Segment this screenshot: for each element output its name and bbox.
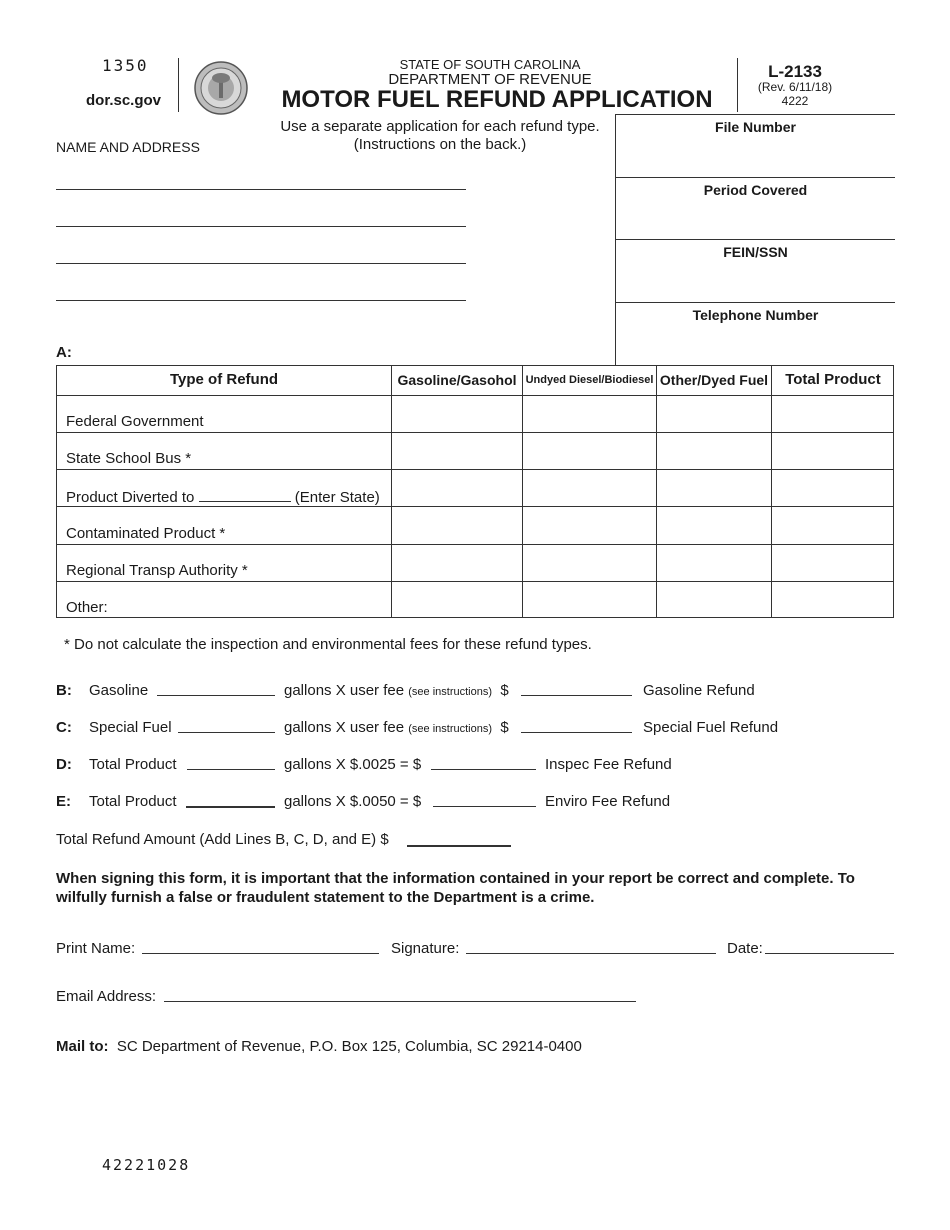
col-header-total: Total Product <box>785 371 881 388</box>
signature-label: Signature: <box>391 940 460 957</box>
total-refund-field[interactable] <box>407 845 511 847</box>
line-d-letter: D: <box>56 756 72 773</box>
col-header-undyed-diesel: Undyed Diesel/Biodiesel <box>525 374 654 386</box>
revision-date: (Rev. 6/11/18) <box>757 80 833 94</box>
row-federal-government: Federal Government <box>66 413 204 430</box>
legal-warning: When signing this form, it is important that the information contained in your report be correct and complete. To wilfully furnish a false or fraudulent statement to the Department is a crime. <box>56 870 855 906</box>
line-e-label: Total Product <box>89 793 177 810</box>
line-e-letter: E: <box>56 793 71 810</box>
line-c-result: Special Fuel Refund <box>643 719 779 736</box>
col-header-other-dyed: Other/Dyed Fuel <box>659 372 769 388</box>
row-state-school-bus: State School Bus * <box>66 450 192 467</box>
state-name: STATE OF SOUTH CAROLINA <box>399 57 581 72</box>
refund-table <box>56 365 894 618</box>
email-field[interactable] <box>164 1001 636 1002</box>
fein-ssn-label: FEIN/SSN <box>723 244 788 260</box>
mail-to-label: Mail to: <box>56 1038 109 1055</box>
fein-ssn-box[interactable] <box>616 239 895 302</box>
address-line-4[interactable] <box>56 300 466 301</box>
signature-field[interactable] <box>466 953 716 954</box>
address-line-3[interactable] <box>56 263 466 264</box>
email-label: Email Address: <box>56 988 157 1005</box>
state-seal-icon <box>193 60 249 116</box>
form-number: L-2133 <box>768 62 822 81</box>
row-regional-transp: Regional Transp Authority * <box>66 562 248 579</box>
line-c-label: Special Fuel <box>89 719 172 736</box>
product-diverted-label: Product Diverted to <box>66 489 195 506</box>
date-label: Date: <box>727 940 763 957</box>
file-number-box[interactable] <box>616 114 895 177</box>
telephone-box[interactable] <box>616 302 895 365</box>
line-b-label: Gasoline <box>89 682 149 699</box>
row-product-diverted <box>66 487 380 506</box>
department-name: DEPARTMENT OF REVENUE <box>388 71 592 88</box>
line-d-mid: gallons X $.0025 = $ <box>284 756 422 773</box>
footer-code: 42221028 <box>102 1156 191 1174</box>
gasoline-refund-field[interactable] <box>521 695 632 696</box>
col-header-gasoline: Gasoline/Gasohol <box>397 372 517 388</box>
line-e-result: Enviro Fee Refund <box>545 793 671 810</box>
header-divider-right <box>737 58 738 112</box>
file-number-label: File Number <box>715 119 796 135</box>
form-id-number: 4222 <box>781 94 809 108</box>
enviro-refund-field[interactable] <box>433 806 536 807</box>
date-field[interactable] <box>765 953 894 954</box>
print-name-label: Print Name: <box>56 940 136 957</box>
name-address-label: NAME AND ADDRESS <box>56 139 200 155</box>
enviro-gallons-field[interactable] <box>186 806 275 808</box>
print-name-field[interactable] <box>142 953 379 954</box>
instructions-line1: Use a separate application for each refund type. <box>280 118 600 135</box>
section-a-label: A: <box>56 344 72 361</box>
telephone-label: Telephone Number <box>692 307 819 323</box>
inspec-refund-field[interactable] <box>431 769 536 770</box>
line-b-mid: gallons X user fee (see instructions) $ <box>284 682 509 699</box>
row-contaminated-product: Contaminated Product * <box>66 525 226 542</box>
mail-address: SC Department of Revenue, P.O. Box 125, Columbia, SC 29214-0400 <box>116 1038 582 1055</box>
period-covered-box[interactable] <box>616 177 895 239</box>
page-title: MOTOR FUEL REFUND APPLICATION <box>281 86 713 113</box>
address-line-2[interactable] <box>56 226 466 227</box>
info-boxes <box>615 114 895 365</box>
line-b <box>56 682 72 699</box>
instructions-line2: (Instructions on the back.) <box>353 136 527 153</box>
col-header-type: Type of Refund <box>169 371 279 388</box>
period-covered-label: Period Covered <box>703 182 808 198</box>
row-other: Other: <box>66 599 108 616</box>
form-code: 1350 <box>102 56 149 75</box>
inspec-gallons-field[interactable] <box>187 769 275 770</box>
line-d-label: Total Product <box>89 756 177 773</box>
special-fuel-gallons-field[interactable] <box>178 732 275 733</box>
line-c-mid: gallons X user fee (see instructions) $ <box>284 719 509 736</box>
line-e-mid: gallons X $.0050 = $ <box>284 793 422 810</box>
total-refund-label: Total Refund Amount (Add Lines B, C, D, and E) $ <box>56 831 389 848</box>
mail-to <box>56 1038 582 1055</box>
fee-note: * Do not calculate the inspection and environmental fees for these refund types. <box>64 636 592 653</box>
line-b-result: Gasoline Refund <box>643 682 755 699</box>
special-fuel-refund-field[interactable] <box>521 732 632 733</box>
diverted-state-field[interactable] <box>199 487 291 502</box>
address-line-1[interactable] <box>56 189 466 190</box>
header-divider-left <box>178 58 179 112</box>
line-d-result: Inspec Fee Refund <box>545 756 672 773</box>
line-c-letter: C: <box>56 719 72 736</box>
gasoline-gallons-field[interactable] <box>157 695 275 696</box>
website: dor.sc.gov <box>86 92 162 109</box>
diverted-suffix: (Enter State) <box>294 489 380 506</box>
line-b-letter: B: <box>56 682 72 699</box>
